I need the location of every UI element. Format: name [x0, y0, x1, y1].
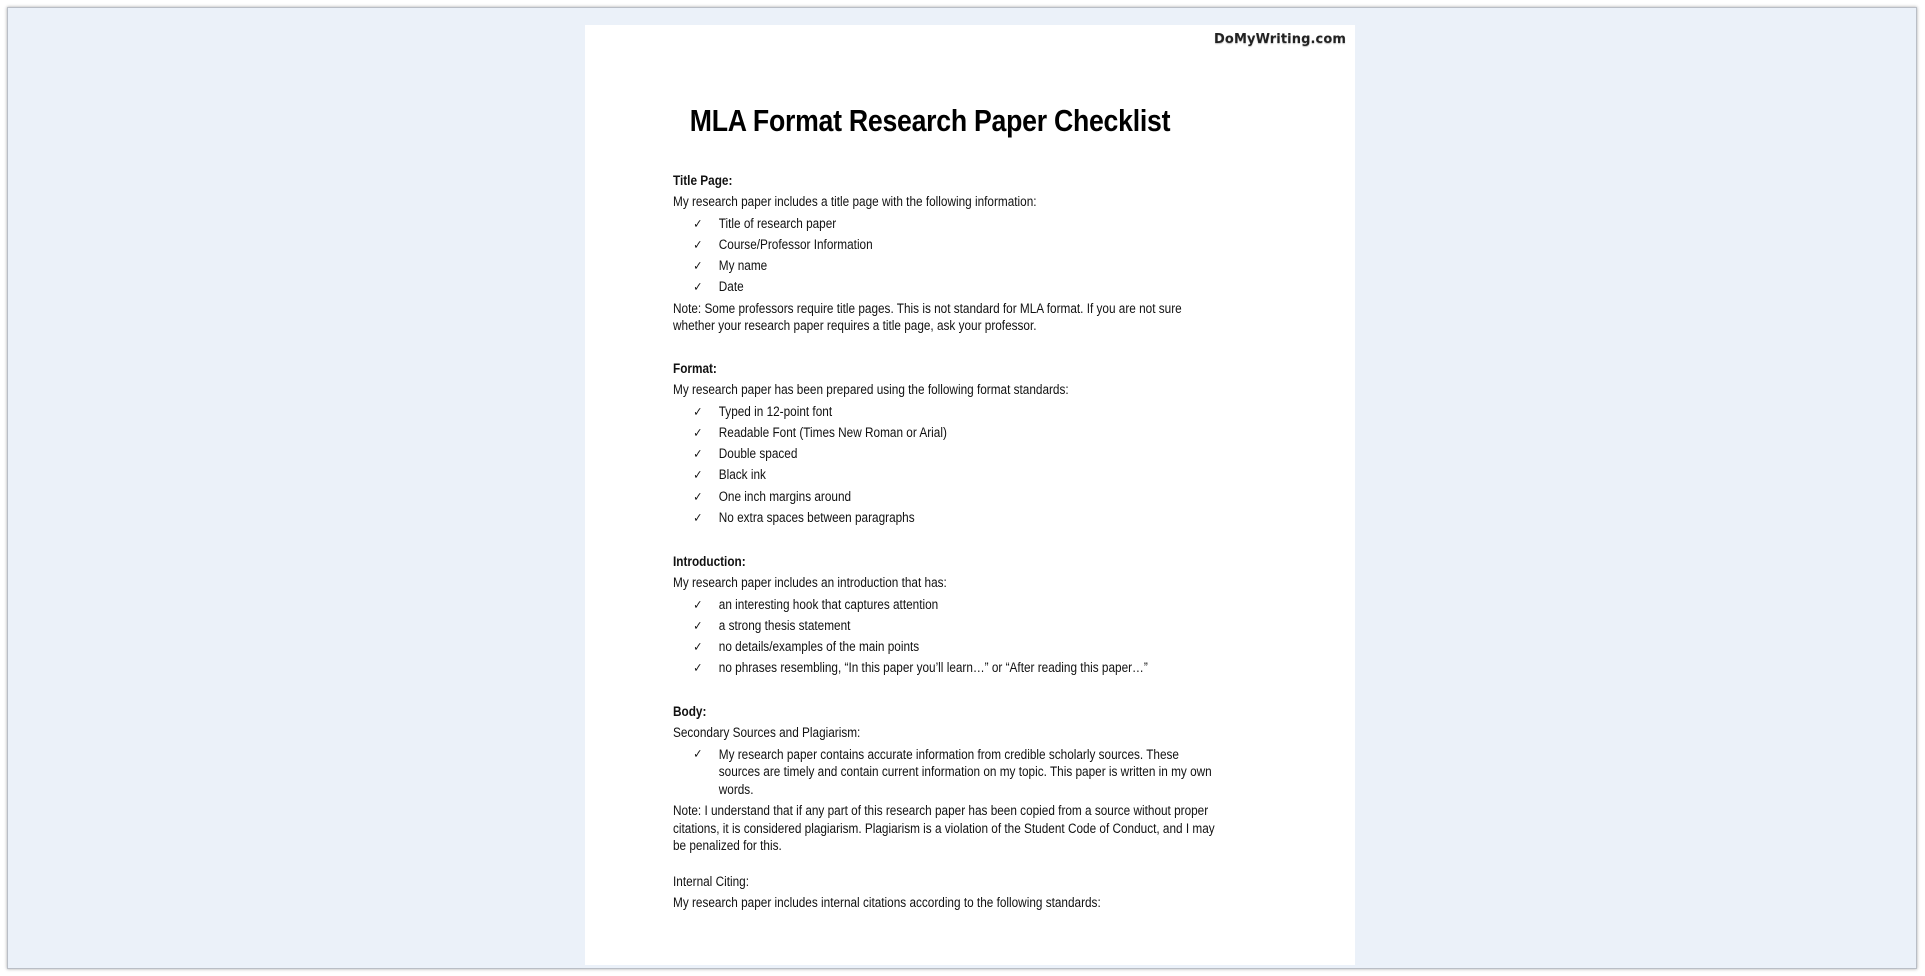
checklist-item-label: Readable Font (Times New Roman or Arial): [718, 424, 947, 440]
checkmark-icon: ✓: [693, 467, 703, 483]
checkmark-icon: ✓: [693, 596, 703, 612]
checklist-item: [673, 464, 1280, 485]
checklist-item: [673, 422, 1280, 443]
checklist-item: [673, 234, 1280, 255]
checkmark-icon: ✓: [693, 403, 703, 419]
spacer: [673, 855, 1280, 871]
checkmark-icon: ✓: [693, 279, 703, 295]
checklist-item-label: Course/Professor Information: [718, 236, 873, 252]
checklist-item-label: no details/examples of the main points: [718, 639, 920, 655]
section-note: [673, 298, 1280, 335]
checklist-item: [673, 657, 1280, 678]
checklist-item: [673, 636, 1280, 657]
section-introduction: [673, 551, 1280, 679]
checklist-item-label: Double spaced: [718, 446, 798, 462]
checklist-item: [673, 615, 1280, 636]
checklist-item: [673, 401, 1280, 422]
section-body: [673, 701, 1280, 913]
checkmark-icon: ✓: [693, 424, 703, 440]
section-heading: Introduction:: [673, 554, 746, 569]
checklist-item: [673, 443, 1280, 464]
checklist-item: [673, 744, 1280, 801]
section-intro: My research paper has been prepared using the following format standards:: [673, 382, 1069, 398]
checkmark-icon: ✓: [693, 215, 703, 231]
checkmark-icon: ✓: [693, 258, 703, 274]
section-heading: Format:: [673, 361, 717, 376]
checkmark-icon: ✓: [693, 617, 703, 633]
checklist-item-label: One inch margins around: [718, 488, 852, 504]
checklist-item: [673, 507, 1280, 528]
checklist-item: [673, 213, 1280, 234]
checkmark-icon: ✓: [693, 488, 703, 504]
checklist-item: [673, 594, 1280, 615]
checklist-item-label: Date: [718, 279, 744, 295]
checkmark-icon: ✓: [693, 236, 703, 252]
checklist-item-label: Title of research paper: [718, 215, 837, 231]
section-subheading: Secondary Sources and Plagiarism:: [673, 725, 861, 741]
checklist-item: [673, 255, 1280, 276]
document-page: [585, 25, 1355, 965]
page-title: MLA Format Research Paper Checklist: [689, 103, 1171, 138]
watermark-logo: DoMyWriting.com: [1214, 32, 1346, 47]
checklist-item: [673, 486, 1280, 507]
section-intro: My research paper includes an introduction that has:: [673, 575, 947, 591]
checkmark-icon: ✓: [693, 510, 703, 526]
checkmark-icon: ✓: [693, 660, 703, 676]
checklist-item: [673, 276, 1280, 297]
checklist-item-line: words.: [718, 781, 754, 797]
checklist-item-line: My research paper contains accurate information from credible scholarly sources. These: [718, 746, 1179, 762]
section-heading: Title Page:: [673, 173, 733, 188]
note-line: citations, it is considered plagiarism. Plagiarism is a violation of the Student Code of Conduct, and I may: [673, 820, 1215, 836]
section-heading: Body:: [673, 704, 707, 719]
checklist-item-line: sources are timely and contain current information on my topic. This paper is written in my own: [718, 764, 1212, 780]
note-line: Note: I understand that if any part of this research paper has been copied from a source without proper: [673, 803, 1209, 819]
viewer-background: [7, 7, 1917, 969]
checklist-item-label: No extra spaces between paragraphs: [718, 510, 915, 526]
note-line: whether your research paper requires a title page, ask your professor.: [673, 318, 1037, 334]
checklist-item-label: no phrases resembling, “In this paper you’ll learn…” or “After reading this paper…”: [718, 660, 1148, 676]
checklist-item-label: Typed in 12-point font: [718, 403, 833, 419]
note-line: be penalized for this.: [673, 838, 782, 854]
checkmark-icon: ✓: [693, 639, 703, 655]
checklist-item-label: a strong thesis statement: [718, 617, 851, 633]
checkmark-icon: ✓: [693, 745, 703, 761]
checklist-item-label: My name: [718, 258, 768, 274]
checkmark-icon: ✓: [693, 446, 703, 462]
section-title-page: [673, 170, 1280, 335]
section-intro: My research paper includes a title page with the following information:: [673, 194, 1037, 210]
section-format: [673, 358, 1280, 528]
section-note: [673, 800, 1280, 855]
checklist-item-label: Black ink: [718, 467, 766, 483]
subsection-intro: My research paper includes internal citations according to the following standards:: [673, 894, 1101, 910]
subsection-heading: Internal Citing:: [673, 873, 749, 889]
note-line: Note: Some professors require title pages. This is not standard for MLA format. If you are not sure: [673, 300, 1182, 316]
checklist-item-label: an interesting hook that captures attention: [718, 596, 939, 612]
